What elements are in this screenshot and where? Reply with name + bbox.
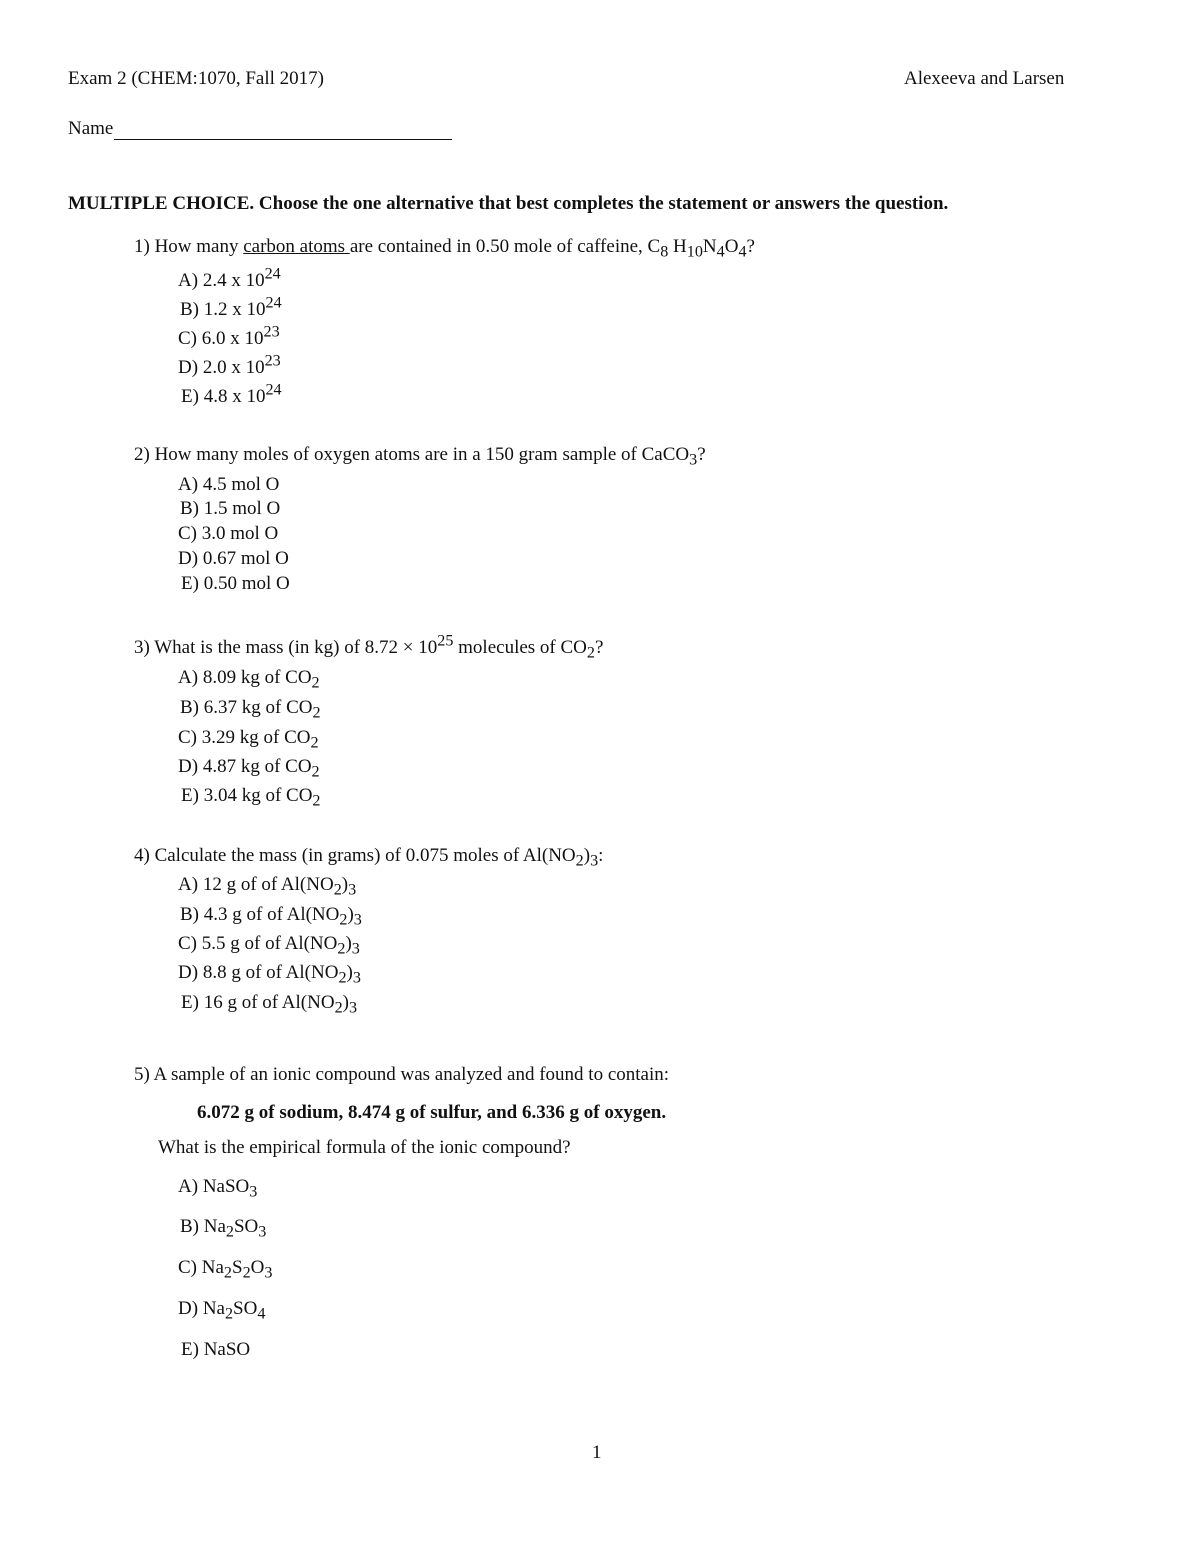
subscript: 3 <box>264 1264 273 1282</box>
option-text: 4.87 kg of CO <box>202 756 312 777</box>
option-text: 12 g of of Al(NO <box>202 874 334 895</box>
question-number: 2) <box>134 444 150 465</box>
option-letter: D) <box>178 962 199 983</box>
question-text: Calculate the mass (in grams) of 0.075 moles of Al(NO <box>154 845 576 866</box>
superscript: 24 <box>264 265 281 283</box>
option-text: ) <box>345 933 352 954</box>
option-letter: A) <box>178 667 199 688</box>
option-text: 4.3 g of of Al(NO <box>203 904 340 925</box>
question-text: What is the mass (in kg) of 8.72 × 10 <box>154 637 438 658</box>
superscript: 25 <box>437 632 454 650</box>
option-letter: C) <box>178 933 197 954</box>
option-letter: E) <box>181 386 199 407</box>
subscript: 3 <box>590 852 599 870</box>
subscript: 2 <box>311 674 320 692</box>
subscript: 2 <box>312 792 321 810</box>
option-text: 3.04 kg of CO <box>203 785 313 806</box>
option-text: SO <box>233 1298 258 1319</box>
question-3-option-a[interactable] <box>178 667 320 692</box>
option-letter: A) <box>178 1176 199 1197</box>
option-letter: B) <box>180 299 199 320</box>
subscript: 3 <box>258 1223 267 1241</box>
question-3-option-e[interactable] <box>181 785 321 810</box>
subscript: 2 <box>339 911 348 929</box>
subscript: 2 <box>310 734 319 752</box>
option-letter: E) <box>181 1339 199 1360</box>
option-letter: B) <box>180 904 199 925</box>
superscript: 24 <box>265 294 282 312</box>
option-text: 0.50 mol O <box>203 573 290 594</box>
underlined-text: carbon atoms <box>243 236 350 257</box>
subscript: 2 <box>334 999 343 1017</box>
question-1-option-d[interactable] <box>178 352 281 379</box>
question-1-option-e[interactable] <box>181 381 282 408</box>
subscript: 3 <box>352 969 361 987</box>
formula-part: O <box>724 236 739 257</box>
option-text: 0.67 mol O <box>202 548 289 569</box>
option-text: ) <box>342 992 349 1013</box>
option-text: 6.37 kg of CO <box>203 697 313 718</box>
formula-part: H <box>668 236 687 257</box>
option-text: SO <box>233 1216 259 1237</box>
question-5-option-b[interactable] <box>180 1216 267 1241</box>
question-text: molecules of CO <box>453 637 587 658</box>
question-5-stem <box>134 1064 669 1086</box>
option-text: 8.09 kg of CO <box>202 667 312 688</box>
option-letter: A) <box>178 874 199 895</box>
question-5-data: 6.072 g of sodium, 8.474 g of sulfur, and 6.336 g of oxygen. <box>197 1102 667 1123</box>
question-1-stem <box>134 236 755 261</box>
question-4-option-e[interactable] <box>181 992 358 1017</box>
subscript: 10 <box>686 243 703 261</box>
subscript: 2 <box>224 1305 234 1323</box>
subscript: 8 <box>660 243 669 261</box>
option-text: 4.5 mol O <box>202 474 280 495</box>
subscript: 3 <box>348 881 357 899</box>
option-text: NaSO <box>203 1339 251 1360</box>
superscript: 23 <box>263 323 280 341</box>
instructor-names: Alexeeva and Larsen <box>904 68 1065 89</box>
option-text: 2.4 x 10 <box>202 270 265 291</box>
question-3-option-b[interactable] <box>180 697 321 722</box>
question-2-option-b[interactable] <box>180 498 280 520</box>
question-4-option-d[interactable] <box>178 962 361 987</box>
option-text: NaSO <box>202 1176 250 1197</box>
subscript: 2 <box>333 881 342 899</box>
option-letter: C) <box>178 1257 197 1278</box>
question-4-stem <box>134 845 604 870</box>
subscript: 3 <box>353 911 362 929</box>
question-5-option-d[interactable] <box>178 1298 266 1323</box>
question-text: A sample of an ionic compound was analyzed and found to contain: <box>153 1064 670 1085</box>
formula-part: ? <box>746 236 755 257</box>
option-letter: C) <box>178 523 197 544</box>
question-2-option-a[interactable] <box>178 474 279 496</box>
question-3-stem <box>134 632 604 662</box>
question-number: 4) <box>134 845 150 866</box>
subscript: 3 <box>249 1183 258 1201</box>
option-text: 3.0 mol O <box>201 523 279 544</box>
question-number: 1) <box>134 236 150 257</box>
question-4-option-a[interactable] <box>178 874 357 899</box>
option-text: S <box>231 1257 243 1278</box>
question-3-option-c[interactable] <box>178 727 319 752</box>
subscript: 2 <box>338 969 347 987</box>
option-text: Na <box>203 1216 226 1237</box>
option-text: O <box>250 1257 265 1278</box>
superscript: 23 <box>264 352 281 370</box>
section-instructions: MULTIPLE CHOICE. Choose the one alternative that best completes the statement or answers the question. <box>68 193 949 214</box>
question-text: ) <box>583 845 591 866</box>
option-text: ) <box>346 962 353 983</box>
question-number: 3) <box>134 637 150 658</box>
question-2-option-e[interactable] <box>181 573 290 595</box>
question-3-option-d[interactable] <box>178 756 320 781</box>
option-letter: D) <box>178 756 199 777</box>
option-letter: D) <box>178 357 199 378</box>
subscript: 3 <box>351 940 360 958</box>
option-text: 3.29 kg of CO <box>201 727 311 748</box>
question-5-option-e[interactable] <box>181 1339 250 1361</box>
subscript: 2 <box>242 1264 251 1282</box>
option-letter: B) <box>180 697 199 718</box>
question-text: ? <box>595 637 604 658</box>
subscript: 4 <box>257 1305 266 1323</box>
option-text: ) <box>341 874 349 895</box>
option-text: 1.5 mol O <box>203 498 281 519</box>
question-text: How many <box>154 236 244 257</box>
name-label: Name <box>68 118 114 139</box>
question-text: are contained in 0.50 mole of caffeine, C <box>349 236 661 257</box>
subscript: 2 <box>312 704 321 722</box>
option-letter: C) <box>178 328 197 349</box>
question-1-option-b[interactable] <box>180 294 282 321</box>
subscript: 2 <box>586 644 595 662</box>
subscript: 2 <box>337 940 346 958</box>
subscript: 3 <box>689 451 698 469</box>
subscript: 2 <box>223 1264 232 1282</box>
option-letter: E) <box>181 992 199 1013</box>
option-text: 8.8 g of of Al(NO <box>202 962 339 983</box>
option-letter: D) <box>178 548 199 569</box>
option-text: Na <box>201 1257 224 1278</box>
option-text: 2.0 x 10 <box>202 357 265 378</box>
subscript: 3 <box>348 999 358 1017</box>
option-text: Na <box>202 1298 225 1319</box>
formula-part: N <box>702 236 717 257</box>
option-text: 1.2 x 10 <box>203 299 266 320</box>
subscript: 2 <box>575 852 584 870</box>
option-letter: E) <box>181 785 199 806</box>
page-number: 1 <box>592 1442 602 1463</box>
subscript: 2 <box>311 763 320 781</box>
subscript: 4 <box>738 243 747 261</box>
subscript: 2 <box>225 1223 234 1241</box>
option-text: ) <box>347 904 354 925</box>
name-field <box>68 118 452 140</box>
question-text: ? <box>697 444 706 465</box>
option-letter: D) <box>178 1298 199 1319</box>
question-2-option-d[interactable] <box>178 548 289 570</box>
question-text: How many moles of oxygen atoms are in a 150 gram sample of CaCO <box>154 444 690 465</box>
question-2-stem <box>134 444 706 469</box>
option-letter: B) <box>180 498 199 519</box>
superscript: 24 <box>265 381 282 399</box>
option-text: 4.8 x 10 <box>203 386 266 407</box>
question-1-option-a[interactable] <box>178 265 281 292</box>
option-letter: C) <box>178 727 197 748</box>
exam-title: Exam 2 (CHEM:1070, Fall 2017) <box>68 68 324 89</box>
question-2-option-c[interactable] <box>178 523 278 545</box>
question-4-option-c[interactable] <box>178 933 360 958</box>
option-letter: A) <box>178 270 199 291</box>
option-text: 16 g of of Al(NO <box>203 992 335 1013</box>
question-5-option-c[interactable] <box>178 1257 273 1282</box>
question-5-option-a[interactable] <box>178 1176 258 1201</box>
question-number: 5) <box>134 1064 150 1085</box>
question-5-followup: What is the empirical formula of the ionic compound? <box>158 1137 571 1158</box>
subscript: 4 <box>716 243 725 261</box>
question-4-option-b[interactable] <box>180 904 362 929</box>
name-blank-line[interactable] <box>114 121 452 140</box>
option-text: 6.0 x 10 <box>201 328 264 349</box>
option-text: 5.5 g of of Al(NO <box>201 933 338 954</box>
question-1-option-c[interactable] <box>178 323 280 350</box>
question-text: : <box>598 845 604 866</box>
option-letter: E) <box>181 573 199 594</box>
option-letter: B) <box>180 1216 199 1237</box>
option-letter: A) <box>178 474 199 495</box>
